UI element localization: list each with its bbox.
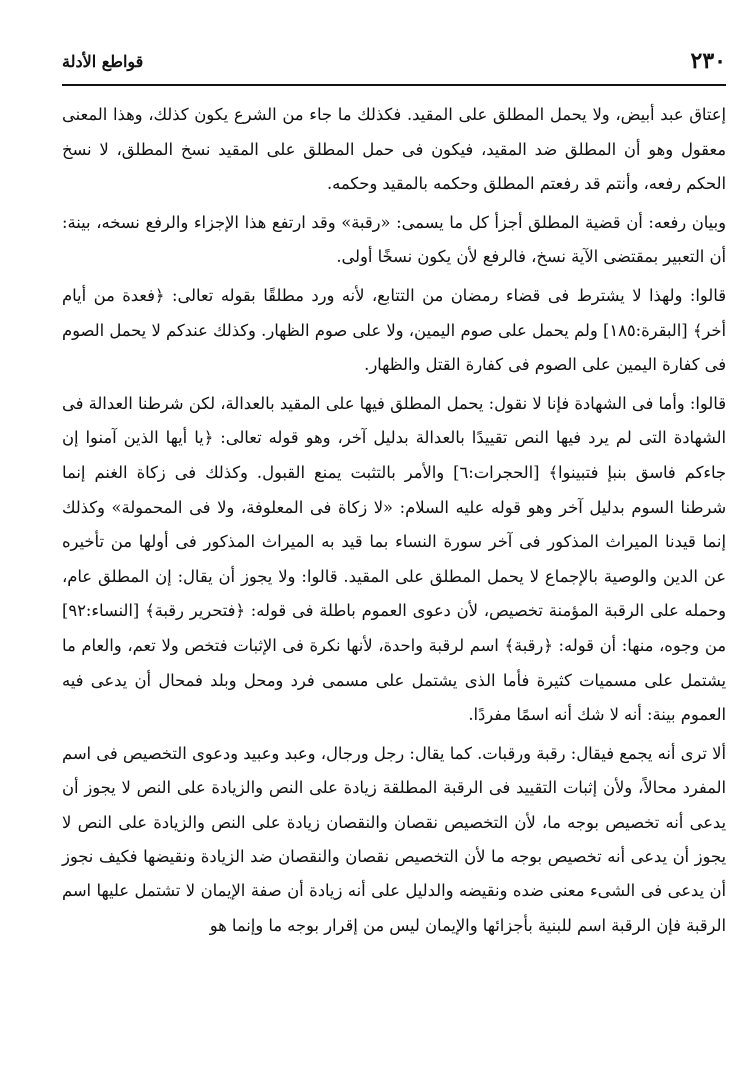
paragraph-5: ألا ترى أنه يجمع فيقال: رقبة ورقبات. كما يقال: رجل ورجال، وعبد وعبيد ودعوى التخصيص فى اسم المفرد محالاً، ولأن إثبات التقييد فى الرقبة المطلقة زيادة على النص والزيادة على النص لا يجوز أن يدعى أنه تخصيص بوجه ما، لأن التخصيص نقصان والنقصان زيادة على النص والزيادة على النص لا يجوز أن يدعى أنه تخصيص بوجه ما لأن التخصيص نقصان والنقصان ضد الزيادة ونقيضها فكيف نجوز أن يدعى فى الشىء معنى ضده ونقيضه والدليل على أنه زيادة أن صفة الإيمان لا تشتمل عليها اسم الرقبة فإن الرقبة اسم للبنية بأجزائها والإيمان ليس من إقرار بوجه ما وإنما هو — [62, 743, 726, 935]
book-page — [62, 38, 726, 1078]
paragraph-1: إعتاق عبد أبيض، ولا يحمل المطلق على المقيد. فكذلك ما جاء من الشرع يكون كذلك، وهذا المعنى معقول وهو أن المطلق ضد المقيد، فيكون فى حمل المطلق على المقيد نسخ المطلق، لا نسخ الحكم رفعه، وأنتم قد رفعتم المطلق وحكمه بالمقيد وحكمه. — [62, 105, 726, 194]
paragraph-4: قالوا: وأما فى الشهادة فإنا لا نقول: يحمل المطلق فيها على المقيد بالعدالة، لكن شرطنا العدالة فى الشهادة التى لم يرد فيها النص تقييدًا بالعدالة بدليل آخر، وهو قوله تعالى: ﴿يا أيها الذين آمنوا إن جاءكم فاسق بنبإ فتبينوا﴾ [الحجرات:٦] والأمر بالتثبت يمنع القبول. وكذلك فى زكاة الغنم إنما شرطنا السوم بدليل آخر وهو قوله عليه السلام: «لا زكاة فى المعلوفة، ولا فى المحمولة» وكذلك إنما قيدنا الميراث المذكور فى آخر سورة النساء بما قيد به الميراث المذكور فى أولها من تأخيره عن الدين والوصية بالإجماع لا يحمل المطلق على المقيد. قالوا: ولا يجوز أن يقال: إن المطلق عام، وحمله على الرقبة المؤمنة تخصيص، لأن دعوى العموم باطلة فى قوله: ﴿فتحرير رقبة﴾ [النساء:٩٢] من وجوه، منها: أن قوله: ﴿رقبة﴾ اسم لرقبة واحدة، لأنها نكرة فى الإثبات فتخص ولا تعم، والعام ما يشتمل على مسميات كثيرة فأما الذى يشتمل على مسمى فرد ومحل وبلد فمحال أن يدعى فيه العموم بينة: أنه لا شك أنه اسمًا مفردًا. — [62, 393, 726, 725]
paragraph-2: وبيان رفعه: أن قضية المطلق أجزأ كل ما يسمى: «رقبة» وقد ارتفع هذا الإجزاء والرفع نسخه، بينة: أن التعبير بمقتضى الآية نسخ، فالرفع لأن يكون نسخًا أولى. — [62, 212, 726, 267]
paragraph-3: قالوا: ولهذا لا يشترط فى قضاء رمضان من التتابع، لأنه ورد مطلقًا بقوله تعالى: ﴿فعدة من أيام أخر﴾ [البقرة:١٨٥] ولم يحمل على صوم اليمين، ولا على صوم الظهار. وكذلك عندكم لا يحمل الصوم فى كفارة اليمين على الصوم فى كفارة القتل والظهار. — [62, 285, 727, 375]
page-header — [62, 38, 726, 86]
page-number: ٢٣٠ — [690, 48, 726, 74]
page-body — [62, 98, 726, 943]
running-title: قواطع الأدلة — [62, 51, 144, 71]
